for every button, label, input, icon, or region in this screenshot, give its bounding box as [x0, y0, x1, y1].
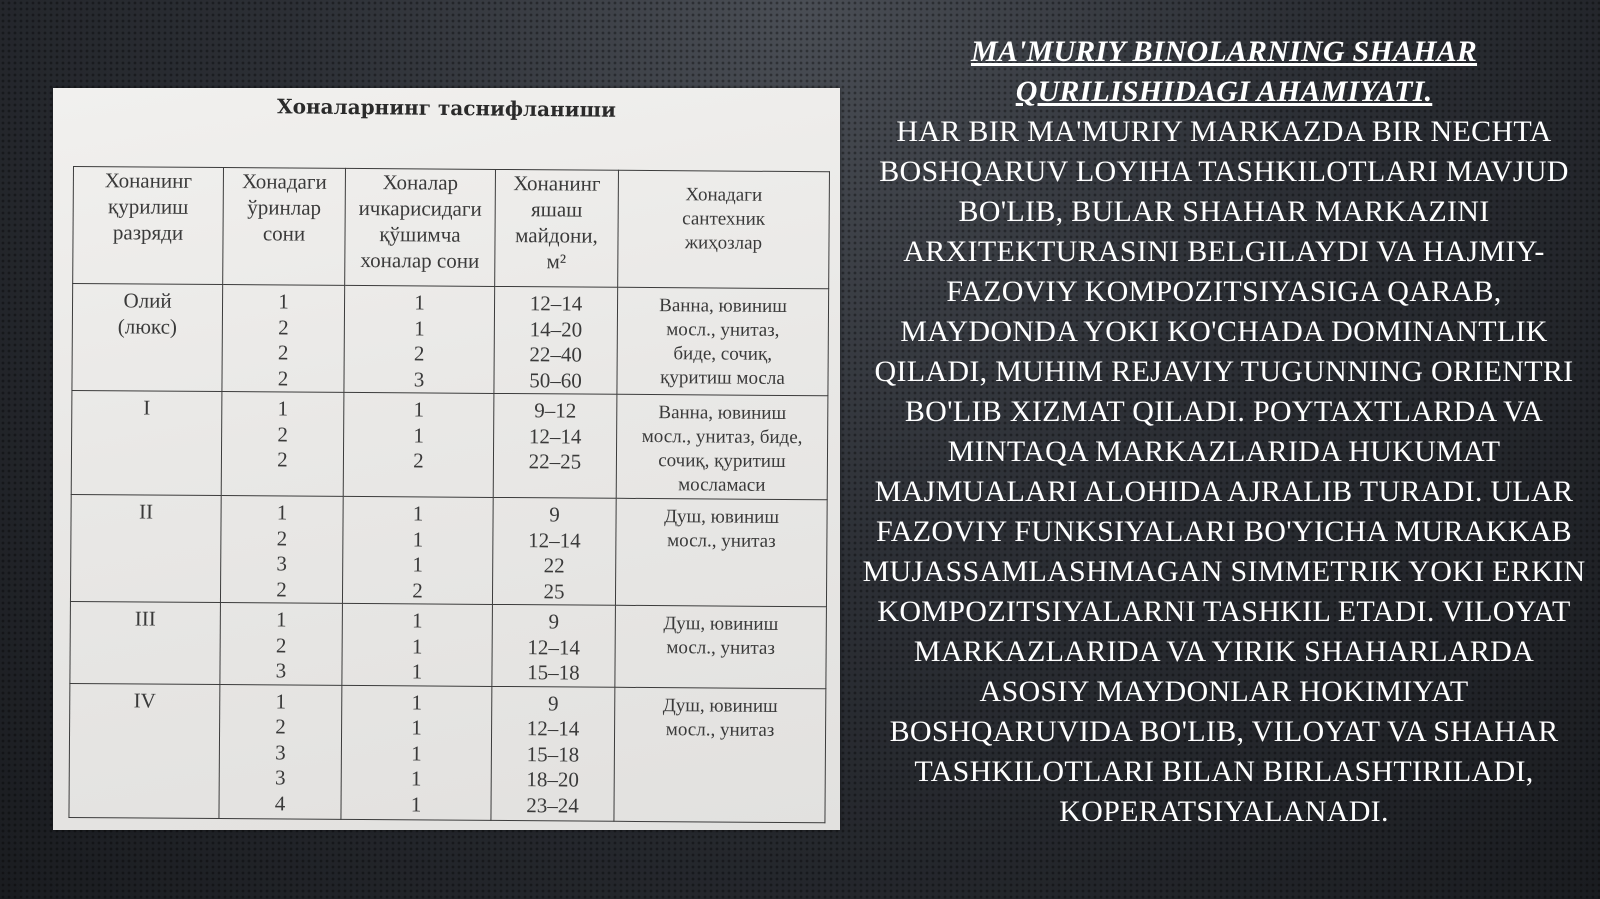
category-cell: I — [71, 390, 222, 495]
extra-rooms-cell: 1 1 2 3 — [344, 285, 495, 393]
area-cell: 9–12 12–14 22–25 — [493, 393, 617, 498]
header-category: Хонанинг қурилиш разряди — [73, 167, 224, 285]
header-beds: Хонадаги ўринлар сони — [223, 168, 346, 286]
beds-cell: 1 2 3 — [220, 603, 343, 685]
beds-cell: 1 2 2 2 — [222, 285, 345, 393]
category-cell: II — [70, 494, 221, 602]
equipment-cell: Душ, ювиниш мосл., унитаз — [615, 605, 827, 688]
header-area: Хонанинг яшаш майдони, м² — [495, 169, 619, 287]
category-cell: IV — [69, 683, 220, 818]
body-text: HAR BIR MA'MURIY MARKAZDA BIR NECHTA BOSHQARUV LOYIHA TASHKILOTLARI MAVJUD BO'LIB, BULAR SHAHAR MARKAZINI ARXITEKTURASINI BELGILAYDI VA HAJMIY-FAZOVIY KOMPOZITSIYASIGA QARAB, MAYDONDA YOKI KO'CHADA DOMINANTLIK QILADI, MUHIM REJAVIY TUGUNNING ORIENTRI BO'LIB XIZMAT QILADI. POYTAXTLARDA VA MINTAQA MARKAZLARIDA HUKUMAT MAJMUALARI ALOHIDA AJRALIB TURADI. ULAR FAZOVIY FUNKSIYALARI BO'YICHA MURAKKAB MUJASSAMLASHMAGAN SIMMETRIK YOKI ERKIN KOMPOZITSIYALARNI TASHKIL ETADI. VILOYAT MARKAZLARIDA VA YIRIK SHAHARLARDA ASOSIY MAYDONLAR HOKIMIYAT BOSHQARUVIDA BO'LIB, VILOYAT VA SHAHAR TASHKILOTLARI BILAN BIRLASHTIRILADI, KOPERATSIYALANADI. — [862, 115, 1586, 828]
text-panel — [858, 32, 1590, 832]
table-row — [70, 494, 827, 606]
area-cell: 12–14 14–20 22–40 50–60 — [494, 286, 618, 394]
room-classification-table — [68, 166, 830, 823]
extra-rooms-cell: 1 1 2 — [343, 392, 494, 497]
table-photo — [53, 88, 840, 830]
header-sanitary: Хонадаги сантехник жиҳозлар — [618, 170, 830, 288]
table-row — [70, 601, 827, 688]
section-heading: MA'MURIY BINOLARNING SHAHAR QURILISHIDAGI AHAMIYATI. — [970, 35, 1478, 108]
category-cell: III — [70, 601, 221, 684]
equipment-cell: Душ, ювиниш мосл., унитаз — [614, 687, 826, 822]
beds-cell: 1 2 3 3 4 — [219, 684, 342, 819]
table-row — [71, 390, 828, 499]
beds-cell: 1 2 2 — [221, 392, 344, 497]
header-extra-rooms: Хоналар ичкарисидаги қўшимча хоналар сони — [345, 168, 496, 286]
table-row — [69, 683, 826, 822]
extra-rooms-cell: 1 1 1 2 — [342, 496, 493, 604]
table-title: Хоналарнинг таснифланиши — [277, 94, 616, 122]
table-row — [72, 284, 829, 396]
table-header-row — [73, 167, 830, 289]
area-cell: 9 12–14 15–18 — [492, 604, 616, 686]
area-cell: 9 12–14 15–18 18–20 23–24 — [491, 686, 615, 821]
equipment-cell: Ванна, ювиниш мосл., унитаз, биде, сочиқ, қуритиш мосламаси — [616, 394, 828, 499]
category-cell: Олий (люкс) — [72, 284, 223, 392]
extra-rooms-cell: 1 1 1 — [342, 603, 493, 686]
area-cell: 9 12–14 22 25 — [492, 497, 616, 605]
equipment-cell: Душ, ювиниш мосл., унитаз — [615, 498, 827, 606]
equipment-cell: Ванна, ювиниш мосл., унитаз, биде, сочиқ, қуритиш мосла — [617, 287, 829, 395]
extra-rooms-cell: 1 1 1 1 1 — [341, 685, 492, 820]
beds-cell: 1 2 3 2 — [220, 496, 343, 604]
